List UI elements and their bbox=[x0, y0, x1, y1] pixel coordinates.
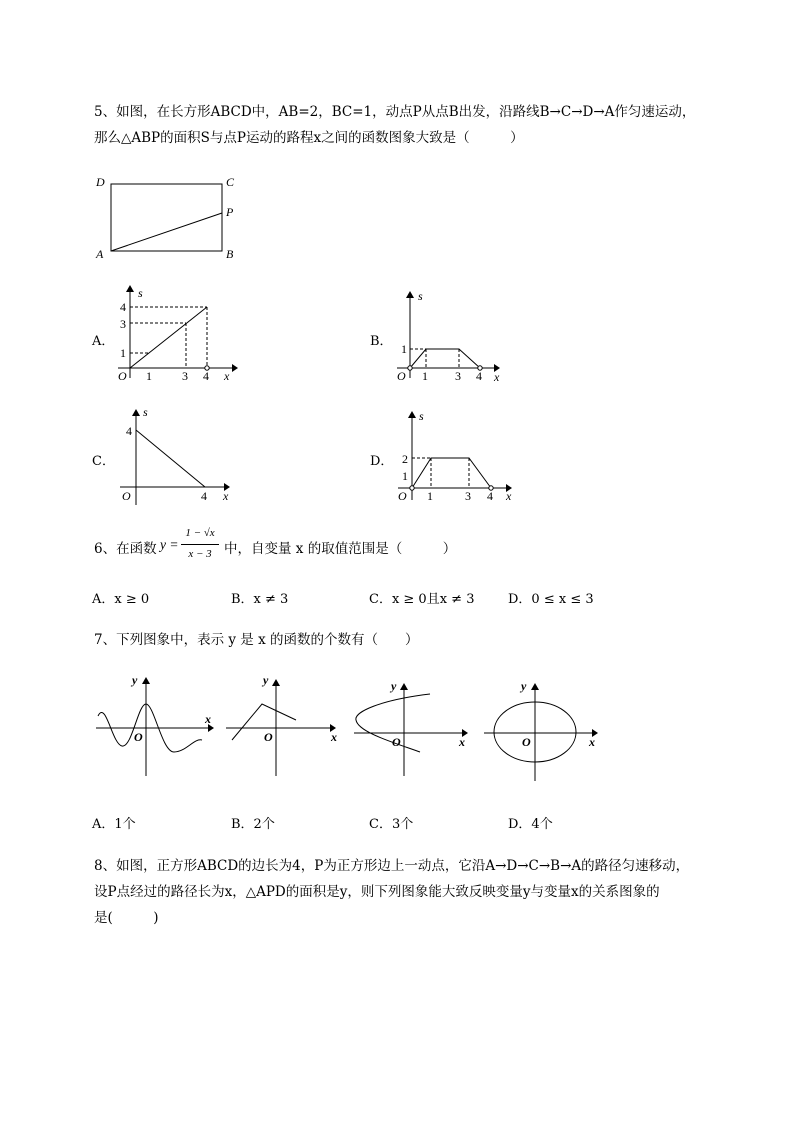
q6-numerator: 1 − √x bbox=[185, 527, 215, 539]
d-tick-y2: 2 bbox=[402, 452, 408, 466]
b-origin: O bbox=[397, 369, 406, 383]
label-A: A bbox=[96, 247, 104, 261]
q5-line1: 5、如图，在长方形ABCD中，AB=2，BC=1，动点P从点B出发，沿路线B→C→D→A作匀速运动， bbox=[94, 104, 696, 120]
q7-g4-axis-y: y bbox=[521, 679, 527, 693]
q7-option-c[interactable]: C．3个 bbox=[369, 817, 414, 832]
c-tick-y4: 4 bbox=[126, 424, 132, 438]
q8-line3: 是( ) bbox=[94, 910, 159, 926]
q6-option-d[interactable]: D．0 ≤ x ≤ 3 bbox=[508, 592, 594, 607]
d-axis-s: s bbox=[419, 409, 424, 423]
q7-graph-3-parabola bbox=[354, 679, 468, 776]
q5-option-b-label[interactable]: B． bbox=[370, 334, 393, 349]
q5-option-a-label[interactable]: A． bbox=[92, 334, 115, 349]
d-tick-y1: 1 bbox=[402, 469, 408, 483]
q6-prefix: 6、在函数 bbox=[94, 541, 157, 557]
q6-denominator: x − 3 bbox=[188, 548, 212, 560]
q7-g3-axis-y: y bbox=[391, 679, 397, 693]
q7-graph-1-sine bbox=[96, 673, 214, 776]
q7-option-b[interactable]: B．2个 bbox=[231, 817, 275, 832]
q7-option-a[interactable]: A．1个 bbox=[92, 817, 136, 832]
b-tick-y1: 1 bbox=[401, 342, 407, 356]
q5-option-c-label[interactable]: C． bbox=[92, 454, 115, 469]
q6-func-lhs: y = bbox=[160, 537, 179, 552]
q5-line2: 那么△ABP的面积S与点P运动的路程x之间的函数图象大致是（ ） bbox=[94, 130, 524, 146]
q7-g2-axis-x: x bbox=[331, 730, 337, 744]
b-axis-x: x bbox=[494, 370, 500, 384]
label-P: P bbox=[226, 205, 234, 219]
q7-graph-4-ellipse bbox=[484, 679, 598, 781]
q7-g2-origin: O bbox=[264, 730, 273, 744]
b-tick-x3: 3 bbox=[455, 369, 461, 383]
q7-g1-origin: O bbox=[134, 730, 143, 744]
d-tick-x3: 3 bbox=[465, 489, 471, 503]
a-tick-y4: 4 bbox=[120, 300, 126, 314]
b-tick-x1: 1 bbox=[422, 369, 428, 383]
c-tick-x4: 4 bbox=[201, 489, 207, 503]
d-tick-x4: 4 bbox=[487, 489, 493, 503]
q7-graph-2-polyline bbox=[226, 673, 337, 776]
q6-option-c[interactable]: C．x ≥ 0且x ≠ 3 bbox=[369, 592, 475, 607]
q7-g4-origin: O bbox=[522, 735, 531, 749]
q6-option-a[interactable]: A．x ≥ 0 bbox=[92, 592, 150, 607]
a-tick-x1: 1 bbox=[146, 369, 152, 383]
q6-suffix: 中，自变量 x 的取值范围是（ ） bbox=[224, 541, 457, 557]
a-axis-x: x bbox=[224, 369, 230, 383]
q7-g3-axis-x: x bbox=[459, 735, 465, 749]
q7-text: 7、下列图象中，表示 y 是 x 的函数的个数有（ ） bbox=[94, 632, 419, 648]
b-tick-x4: 4 bbox=[476, 369, 482, 383]
q8-line2: 设P点经过的路径长为x，△APD的面积是y，则下列图象能大致反映变量y与变量x的关系图象的 bbox=[94, 884, 660, 900]
q7-g4-axis-x: x bbox=[589, 735, 595, 749]
q8-line1: 8、如图，正方形ABCD的边长为4，P为正方形边上一动点，它沿A→D→C→B→A的路径匀速移动， bbox=[94, 858, 690, 874]
q7-g3-origin: O bbox=[392, 735, 401, 749]
c-axis-s: s bbox=[143, 405, 148, 419]
a-tick-x3: 3 bbox=[182, 369, 188, 383]
c-axis-x: x bbox=[223, 489, 229, 503]
d-tick-x1: 1 bbox=[427, 489, 433, 503]
q6-option-b[interactable]: B．x ≠ 3 bbox=[231, 592, 289, 607]
a-tick-y1: 1 bbox=[120, 346, 126, 360]
label-D: D bbox=[96, 175, 105, 189]
a-tick-y3: 3 bbox=[120, 317, 126, 331]
b-axis-s: s bbox=[418, 289, 423, 303]
d-axis-x: x bbox=[506, 489, 512, 503]
q7-g2-axis-y: y bbox=[263, 673, 269, 687]
q7-g1-axis-y: y bbox=[132, 673, 138, 687]
d-origin: O bbox=[398, 489, 407, 503]
label-C: C bbox=[226, 175, 235, 189]
q7-option-d[interactable]: D．4个 bbox=[508, 817, 553, 832]
a-tick-x4: 4 bbox=[203, 369, 209, 383]
q7-g1-axis-x: x bbox=[205, 712, 211, 726]
a-origin: O bbox=[118, 369, 127, 383]
c-origin: O bbox=[122, 489, 131, 503]
a-axis-s: s bbox=[138, 286, 143, 300]
label-B: B bbox=[226, 247, 234, 261]
q5-option-d-label[interactable]: D． bbox=[370, 454, 394, 469]
